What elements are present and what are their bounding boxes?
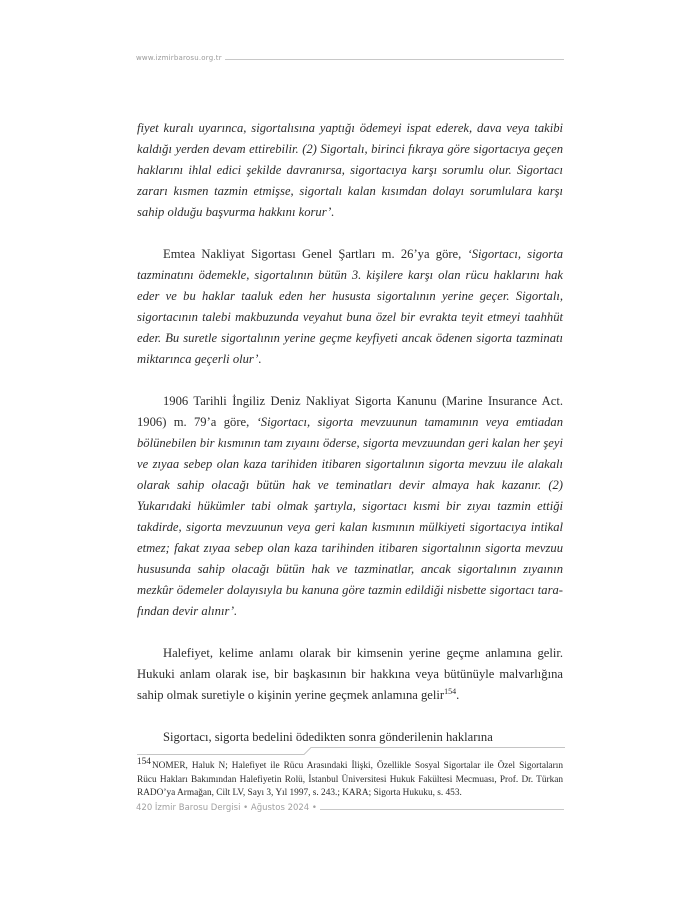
footnote-reference[interactable]: 154 xyxy=(444,686,457,696)
page-footer xyxy=(136,803,564,817)
paragraph-emtea-nakliyat xyxy=(137,244,563,370)
footnote-number: 154 xyxy=(137,757,151,767)
paragraph-intro: Emtea Nakliyat Sigortası Genel Şartları m. 26’ya göre, xyxy=(163,247,468,261)
paragraph-quote: ‘Sigortacı, sigorta tazminatını ödemekle, sigortalının bütün 3. kişilere karşı olan rücu haklarını hak eder ve bu haklar taaluk eden her hususta sigortalının yerine geçer. Sigortalı, sigortacının talebi makbuzunda veyahut buna özel bir evrakta teyit etmeyi taahhüt eder. Bu suretle sigortalının yerine geçme keyfiyeti ancak ödenen sigorta tazminatı miktarınca geçerli olur’. xyxy=(137,247,563,366)
paragraph-sigortaci: Sigortacı, sigorta bedelini ödedikten sonra gönderilenin haklarına xyxy=(163,730,493,744)
footnote-divider xyxy=(137,747,565,755)
footer-page-info: 420 İzmir Barosu Dergisi • Ağustos 2024 • xyxy=(136,803,320,813)
footnote-text: NOMER, Haluk N; Halefiyet ile Rücu Arasındaki İlişki, Özellikle Sosyal Sigortalar ile Özel Sigortaların Rücu Hakları Bakımından Halefiyetin Rolü, İstanbul Üniversitesi Hukuk Fakültesi Mecmuası, Prof. Dr. Türkan RADO’ya Armağan, Cilt LV, Sayı 3, Yıl 1997, s. 243.; KARA; Sigorta Hukuku, s. 453. xyxy=(137,761,563,799)
paragraph-quote-continuation: fiyet kuralı uyarınca, sigortalısına yaptığı ödemeyi ispat ederek, dava veya takibi kaldığı yerden devam ettirebilir. (2) Sigortalı, birinci fıkraya göre sigortacıya geçen haklarını ihlal edici şekilde davranırsa, sigortacıya karşı sorumlu olur. Sigortacı zararı kısmen tazmin etmişse, sigortalı kalan kısımdan dolayı sorumlulara karşı sahip olduğu başvurma hakkını korur’. xyxy=(137,121,563,219)
paragraph-quote: ‘Sigortacı, sigorta mevzuunun tamamının veya emtiadan bölünebilen bir kısmının tam zıyaını öderse, sigorta mevzuundan geri kalan her şeyi ve zıyaa sebep olan kaza tarihiden itibaren sigortalının sigorta mevzuu ile alakalı olarak sahip olacağı bütün hak ve teminatları devir almaya hak kazanır. (2) Yukarıdaki hükümler tabi olmak şartıyla, sigortacı kısmi bir zıyaı tazmin ettiği takdirde, sigorta mevzuunun veya geri kalan kısmının mülkiyeti sigortacıya intikal etmez; fakat zıyaa sebep olan kaza tarihinden itibaren sigortalının sigorta mevzuu hususunda sahip olacağı bütün hak ve tazminatlar, ancak sigortalının zıyaının mezkûr ödemeler dolayısıyla bu kanuna göre tazmin edildiği nisbette sigortacı tarafından devir alınır’. xyxy=(137,415,564,618)
running-header xyxy=(136,54,564,66)
paragraph-marine-insurance-act xyxy=(137,391,563,622)
body-text xyxy=(137,118,563,748)
footnote xyxy=(137,756,563,801)
header-website-url[interactable]: www.izmirbarosu.org.tr xyxy=(136,54,225,62)
paragraph-halefiyet-definition xyxy=(137,643,563,706)
paragraph-text: Halefiyet, kelime anlamı olarak bir kimsenin yerine geçme anlamına gelir. Hukuki anlam olarak ise, bir başkasının bir hakkına veya bütünüyle malvarlığına sahip olmak suretiyle o kişinin yerine geçmek anlamına gelir xyxy=(137,646,563,702)
paragraph-intro: 1906 Tarihli İngiliz Deniz Nakliyat Sigorta Kanunu (Marine Insurance Act. 1906) m. 79’a göre, xyxy=(137,394,563,429)
paragraph-end: . xyxy=(456,688,460,702)
